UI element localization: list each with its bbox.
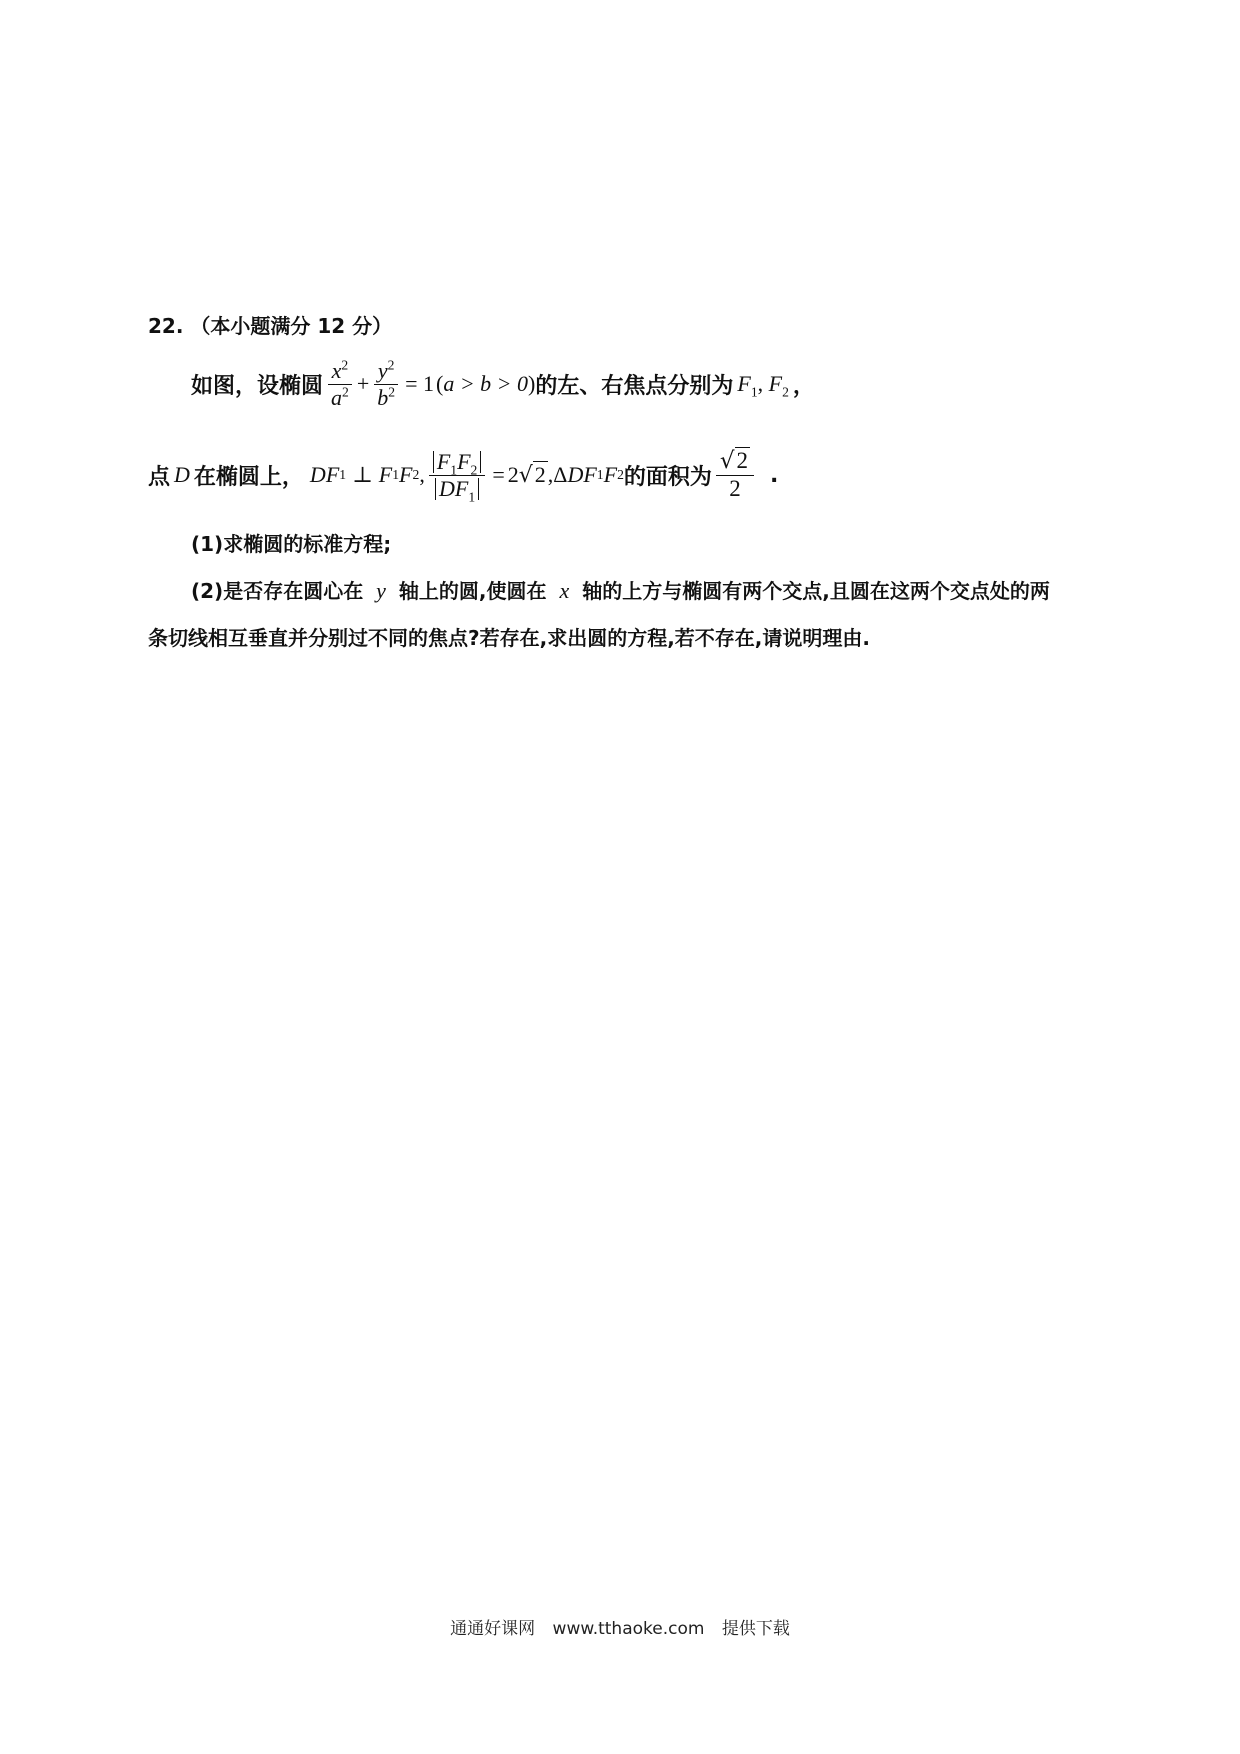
condition-expression: D F 1 ⊥ F 1 F 2 , $\frac{F_1F_2}{DF_1}$ = 2 √2 , Δ D F 1 F 2: [309, 449, 624, 504]
question-header: [148, 310, 392, 339]
var-y: y: [376, 578, 386, 603]
page-footer: [0, 1614, 1240, 1639]
fraction-y-over-b: $\frac{y^2}{b^2}$: [373, 358, 399, 410]
line2-mid: 在椭圆上，: [193, 464, 304, 490]
line2-prefix: 点: [148, 464, 171, 490]
part-2-line-1: (2)是否存在圆心在 y 轴上的圆,使圆在 x 轴的上方与椭圆有两个交点,且圆在这两个交点处的两: [191, 578, 1050, 603]
question-line-2: [148, 432, 778, 518]
line2-area-text: 的面积为: [623, 464, 712, 490]
ratio-fraction: $\frac{F_1F_2}{DF_1}$: [429, 449, 486, 501]
question-score-note: （本小题满分 12 分）: [190, 314, 393, 338]
var-x: x: [559, 578, 570, 603]
footer-site-name: 通通好课网: [450, 1619, 536, 1639]
footer-note: 提供下载: [721, 1619, 790, 1639]
area-value: $\frac{√2}{2}$: [712, 448, 758, 502]
question-line-1: [191, 348, 815, 420]
line2-period: .: [770, 462, 779, 488]
question-number: 22.: [148, 314, 184, 338]
fraction-x-over-a: $\frac{x^2}{a^2}$: [327, 358, 353, 410]
part-2-line-2: 条切线相互垂直并分别过不同的焦点?若存在,求出圆的方程,若不存在,请说明理由.: [148, 626, 870, 650]
footer-url[interactable]: www.tthaoke.com: [552, 1619, 705, 1639]
line1-suffix: ，: [792, 373, 815, 399]
part-1: (1)求椭圆的标准方程;: [191, 532, 392, 556]
line1-prefix: 如图，设椭圆: [191, 373, 324, 399]
line1-middle: 的左、右焦点分别为: [535, 373, 734, 399]
ellipse-equation: $\frac{x^2}{a^2}$ + $\frac{y^2}{b^2}$ = 1 ( a > b > 0 ): [323, 358, 535, 410]
point-d: D: [174, 462, 190, 487]
foci-labels: $F_1$, $F_2$: [737, 371, 789, 400]
